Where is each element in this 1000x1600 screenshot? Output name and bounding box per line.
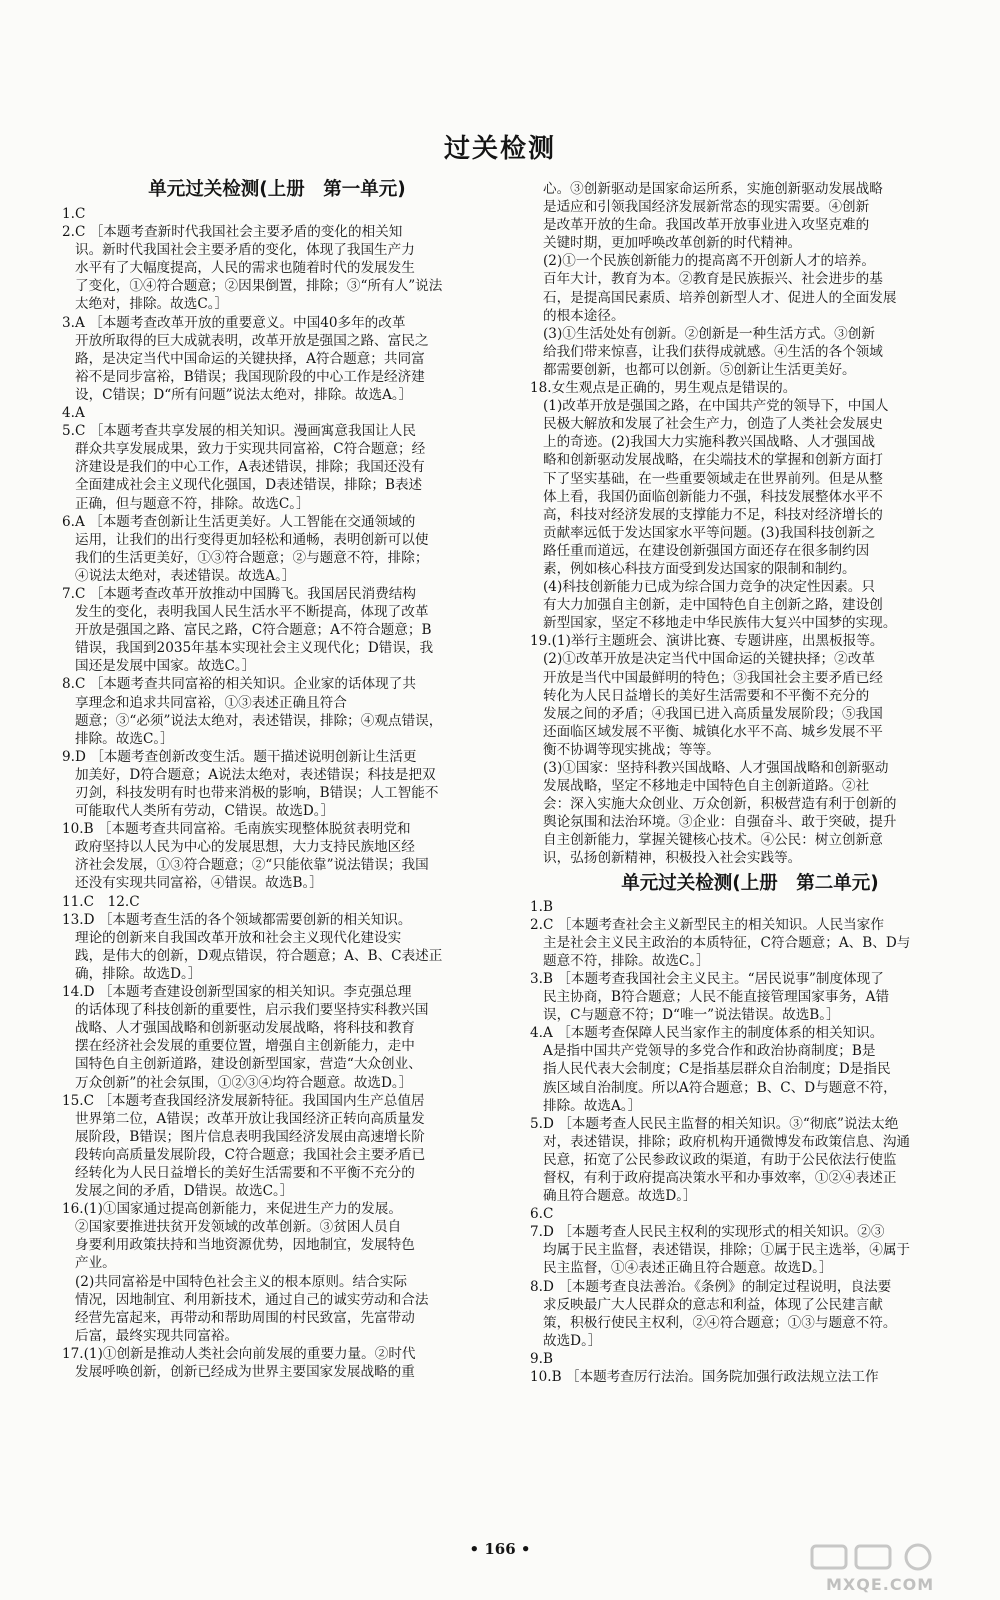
answer-text-line: 国还是发展中国家。故选C。］: [75, 658, 256, 675]
answer-item-line: 11.C 12.C: [62, 893, 140, 910]
answer-item-line: 8.D ［本题考查良法善治。《条例》的制定过程说明，良法要: [530, 1278, 892, 1295]
section-heading-unit-one: 单元过关检测(上册 第一单元): [148, 179, 406, 200]
answer-text-line: 的话体现了科技创新的重要性，启示我们要坚持实科教兴国: [75, 1002, 429, 1019]
answer-text-line: 民意，拓宽了公民参政议政的渠道，有助于公民依法行使监: [543, 1151, 897, 1168]
answer-text-line: 还没有实现共同富裕，④错误。故选B。］: [75, 875, 323, 892]
answer-text-line: 指人民代表大会制度；C是指基层群众自治制度；D是指民: [543, 1061, 891, 1078]
answer-list-unit-two: [530, 898, 970, 1387]
answer-text-line: 战略、人才强国战略和创新驱动发展战略，将科技和教育: [75, 1020, 415, 1037]
answer-text-line: 运用，让我们的出行变得更加轻松和通畅，表明创新可以使: [75, 531, 429, 548]
answer-item-line: 9.D ［本题考查创新改变生活。题干描述说明创新让生活更: [62, 748, 417, 765]
answer-text-line: 发展战略，坚定不移地走中国特色自主创新道路。②社: [543, 778, 870, 795]
answer-text-line: 太绝对，排除。故选C。］: [75, 296, 229, 313]
answer-text-line: 体上看，我国仍面临创新能力不强，科技发展整体水平不: [543, 488, 883, 505]
answer-text-line: 发展之间的矛盾；④我国已进入高质量发展阶段；⑤我国: [543, 705, 883, 722]
answer-item-line: 10.B ［本题考查共同富裕。毛南族实现整体脱贫表明党和: [62, 821, 411, 838]
answer-text-line: 高，科技对经济发展的支撑能力不足，科技对经济增长的: [543, 506, 883, 523]
answer-text-line: 情况，因地制宜、利用新技术，通过自己的诚实劳动和合法: [75, 1291, 429, 1308]
answer-text-line: 心。③创新驱动是国家命运所系，实施创新驱动发展战略: [543, 181, 883, 197]
answer-text-line: 百年大计，教育为本。②教育是民族振兴、社会进步的基: [543, 271, 883, 288]
answer-text-line: 都需要创新，也都可以创新。⑤创新让生活更美好。: [543, 361, 856, 378]
answer-text-line: 水平有了大幅度提高，人民的需求也随着时代的发展发生: [75, 260, 415, 277]
answer-text-line: 错误，我国到2035年基本实现社会主义现代化；D错误，我: [75, 640, 434, 657]
answer-text-line: 给我们带来惊喜，让我们获得成就感。④生活的各个领域: [543, 343, 883, 360]
answer-text-line: 新型国家，坚定不移地走中华民族伟大复兴中国梦的实现。: [543, 615, 897, 632]
answer-text-line: 舆论氛围和法治环境。③企业：自强奋斗、敢于突破，提升: [543, 814, 897, 831]
answer-text-line: 民极大解放和发展了社会生产力，创造了人类社会发展史: [543, 416, 883, 433]
answer-text-line: (4)科技创新能力已成为综合国力竞争的决定性因素。只: [543, 579, 875, 596]
answer-item-line: 2.C ［本题考查新时代我国社会主要矛盾的变化的相关知: [62, 224, 403, 241]
answer-logo-icon: [808, 1542, 958, 1572]
answer-text-line: 均属于民主监督，表述错误，排除；①属于民主选举，④属于: [543, 1242, 911, 1259]
answer-text-line: 了变化，①④符合题意；②因果倒置，排除；③“所有人”说法: [75, 278, 443, 295]
answer-text-line: 求反映最广大人民群众的意志和利益，体现了公民建言献: [543, 1296, 883, 1313]
answer-item-line: 7.C ［本题考查改革开放推动中国腾飞。我国居民消费结构: [62, 585, 416, 602]
answer-item-line: 18.女生观点是正确的，男生观点是错误的。: [530, 380, 797, 397]
answer-item-line: 7.D ［本题考查人民民主权利的实现形式的相关知识。②③: [530, 1224, 885, 1241]
answer-item-line: 4.A: [62, 405, 85, 422]
answer-text-line: (2)①改革开放是决定当代中国命运的关键抉择；②改革: [543, 651, 875, 668]
answer-text-line: 对，表述错误，排除；政府机构开通微博发布政策信息、沟通: [543, 1133, 911, 1150]
answer-text-line: 会：深入实施大众创业、万众创新，积极营造有利于创新的: [543, 796, 897, 813]
answer-text-line: 后富，最终实现共同富裕。: [75, 1327, 239, 1344]
answer-text-line: 开放是强国之路、富民之路，C符合题意；A不符合题意；B: [75, 622, 432, 639]
answer-item-line: 8.C ［本题考查共同富裕的相关知识。企业家的话体现了共: [62, 676, 416, 693]
answer-text-line: 裕不是同步富裕，B错误；我国现阶段的中心工作是经济建: [75, 368, 425, 385]
answer-text-line: 还面临区域发展不平衡、城镇化水平不高、城乡发展不平: [543, 723, 883, 740]
answer-text-line: 的根本途径。: [543, 307, 625, 324]
answer-text-line: (3)①国家：坚持科教兴国战略、人才强国战略和创新驱动: [543, 760, 889, 776]
answer-text-line: 理论的创新来自我国改革开放和社会主义现代化建设实: [75, 929, 402, 946]
answer-text-line: 衡不协调等现实挑战；等等。: [543, 741, 720, 758]
answer-text-line: 下了坚实基础，在一些重要领域走在世界前列。但是从整: [543, 470, 883, 487]
answer-item-line: 14.D ［本题考查建设创新型国家的相关知识。李克强总理: [62, 984, 412, 1001]
answer-text-line: 全面建成社会主义现代化强国，D表述错误，排除；B表述: [75, 477, 423, 494]
answer-item-line: 10.B ［本题考查厉行法治。国务院加强行政法规立法工作: [530, 1369, 879, 1385]
answer-text-line: 正确，但与题意不符，排除。故选C。］: [75, 495, 310, 512]
answer-text-line: 贡献率远低于发达国家水平等问题。(3)我国科技创新之: [543, 524, 875, 541]
answer-text-line: 经转化为人民日益增长的美好生活需要和不平衡不充分的: [75, 1164, 415, 1181]
answer-text-line: 误，C与题意不符；D“唯一”说法错误。故选B。］: [543, 1007, 840, 1024]
answer-text-line: 转化为人民日益增长的美好生活需要和不平衡不充分的: [543, 687, 870, 704]
answer-text-line: (2)共同富裕是中国特色社会主义的根本原则。结合实际: [75, 1273, 407, 1290]
answer-item-line: 3.A ［本题考查改革开放的重要意义。中国40多年的改革: [62, 314, 406, 331]
answer-item-line: 15.C ［本题考查我国经济发展新特征。我国国内生产总值居: [62, 1092, 425, 1109]
answer-item-line: 2.C ［本题考查社会主义新型民主的相关知识。人民当家作: [530, 916, 884, 933]
answer-text-line: 略和创新驱动发展战略，在尖端技术的掌握和创新方面打: [543, 452, 883, 469]
answer-item-line: 13.D ［本题考查生活的各个领域都需要创新的相关知识。: [62, 911, 412, 928]
answer-text-line: 可能取代人类所有劳动，C错误。故选D。］: [75, 803, 335, 820]
section-heading-unit-two: 单元过关检测(上册 第二单元): [621, 872, 879, 894]
answer-text-line: (2)①一个民族创新能力的提高离不开创新人才的培养。: [543, 253, 875, 270]
answer-item-line: 4.A ［本题考查保障人民当家作主的制度体系的相关知识。: [530, 1025, 884, 1042]
answer-text-line: 践，是伟大的创新，D观点错误，符合题意；A、B、C表述正: [75, 947, 443, 964]
answer-text-line: 济建设是我们的中心工作，A表述错误，排除；我国还没有: [75, 459, 425, 476]
answer-text-line: 设，C错误；D“所有问题”说法太绝对，排除。故选A。］: [75, 386, 413, 403]
answer-text-line: 题意；③“必须”说法太绝对，表述错误，排除；④观点错误，: [75, 712, 443, 729]
answer-item-line: 16.(1)①国家通过提高创新能力，来促进生产力的发展。: [62, 1201, 402, 1218]
answer-text-line: 主是社会主义民主政治的本质特征，C符合题意；A、B、D与: [543, 934, 911, 951]
answer-text-line: 政府坚持以人民为中心的发展思想，大力支持民族地区经: [75, 839, 415, 856]
answer-item-line: 9.B: [530, 1350, 553, 1367]
answer-text-line: 上的奇迹。(2)我国大力实施科教兴国战略、人才强国战: [543, 434, 875, 451]
answer-text-line: 题意不符，排除。故选C。］: [543, 952, 710, 969]
answer-item-line: 5.C ［本题考查共享发展的相关知识。漫画寓意我国让人民: [62, 423, 416, 440]
answer-text-line: 我们的生活更美好，①③符合题意；②与题意不符，排除；: [75, 549, 429, 566]
answer-text-line: 身要利用政策扶持和当地资源优势，因地制宜，发展特色: [75, 1237, 415, 1254]
answer-text-line: 是改革开放的生命。我国改革开放事业进入攻坚克难的: [543, 217, 870, 234]
answer-text-line: 排除。故选A。］: [543, 1097, 642, 1114]
answer-text-line: 万众创新”的社会氛围，①②③④均符合题意。故选D。］: [75, 1074, 413, 1091]
answer-text-line: 民主监督，①④表述正确且符合题意。故选D。］: [543, 1260, 833, 1277]
answer-item-line: 5.D ［本题考查人民民主监督的相关知识。③“彻底”说法太绝: [530, 1115, 899, 1132]
answer-text-line: 民主协商，B符合题意；人民不能直接管理国家事务，A错: [543, 989, 890, 1006]
watermark-text: MXQE.COM: [826, 1575, 935, 1594]
answer-text-line: 加美好，D符合题意；A说法太绝对，表述错误；科技是把双: [75, 766, 436, 783]
answer-text-line: 策，积极行使民主权利，②④符合题意；①③与题意不符。: [543, 1314, 897, 1331]
answer-item-line: 3.B ［本题考查我国社会主义民主。“居民说事”制度体现了: [530, 970, 884, 987]
answer-text-line: 刃剑，科技发明有时也带来消极的影响，B错误；人工智能不: [75, 785, 439, 801]
answer-item-line: 19.(1)举行主题班会、演讲比赛、专题讲座，出黑板报等。: [530, 633, 884, 650]
answer-text-line: 排除。故选C。］: [75, 730, 174, 747]
answer-text-line: 享理念和追求共同富裕，①③表述正确且符合: [75, 694, 347, 711]
answer-text-line: 国特色自主创新道路，建设创新型国家，营造“大众创业、: [75, 1056, 422, 1073]
answer-text-line: 开放所取得的巨大成就表明，改革开放是强国之路、富民之: [75, 332, 429, 349]
answer-text-line: 展阶段，B错误；图片信息表明我国经济发展由高速增长阶: [75, 1128, 425, 1145]
answer-text-line: 发展之间的矛盾，D错误。故选C。］: [75, 1183, 294, 1200]
answer-text-line: 段转向高质量发展阶段，C符合题意；我国社会主要矛盾已: [75, 1146, 426, 1163]
left-column: [62, 178, 492, 1381]
answer-text-line: 确，排除。故选D。］: [75, 965, 202, 982]
answer-list-continued: [530, 180, 970, 868]
answer-text-line: 群众共享发展成果，致力于实现共同富裕，C符合题意；经: [75, 441, 426, 458]
answer-text-line: (1)改革开放是强国之路，在中国共产党的领导下，中国人: [543, 398, 889, 415]
answer-text-line: 是适应和引领我国经济发展新常态的现实需要。④创新: [543, 199, 870, 216]
page-number: • 166 •: [469, 1540, 531, 1558]
answer-text-line: A是指中国共产党领导的多党合作和政治协商制度；B是: [543, 1043, 876, 1060]
answer-text-line: 路，是决定当代中国命运的关键抉择，A符合题意；共同富: [75, 350, 425, 367]
answer-text-line: 世界第二位，A错误；改革开放让我国经济正转向高质量发: [75, 1110, 425, 1127]
page-title: 过关检测: [443, 134, 556, 164]
answer-text-line: 关键时期，更加呼唤改革创新的时代精神。: [543, 235, 802, 252]
answer-list-unit-one: [62, 205, 492, 1381]
answer-text-line: 开放是当代中国最鲜明的特色；③我国社会主要矛盾已经: [543, 669, 883, 686]
answer-text-line: 确且符合题意。故选D。］: [543, 1188, 697, 1205]
answer-text-line: 济社会发展，①③符合题意；②“只能依靠”说法错误；我国: [75, 857, 429, 874]
answer-item-line: 1.C: [62, 206, 86, 222]
answer-text-line: 摆在经济社会发展的重要位置，增强自主创新能力，走中: [75, 1038, 415, 1055]
answer-text-line: ④说法太绝对，表述错误。故选A。］: [75, 567, 296, 584]
answer-text-line: 识。新时代我国社会主要矛盾的变化，体现了我国生产力: [75, 242, 415, 259]
answer-text-line: 产业。: [75, 1255, 116, 1272]
answer-text-line: 督权，有利于政府提高决策水平和办事效率，①②④表述正: [543, 1169, 897, 1186]
answer-text-line: 有大力加强自主创新，走中国特色自主创新之路，建设创: [543, 597, 883, 614]
answer-text-line: 发展呼唤创新，创新已经成为世界主要国家发展战略的重: [75, 1364, 415, 1380]
right-column: [530, 180, 970, 1386]
answer-text-line: 识，弘扬创新精神，积极投入社会实践等。: [543, 850, 802, 867]
answer-text-line: 路任重而道远，在建设创新强国方面还存在很多制约因: [543, 542, 870, 559]
answer-text-line: ②国家要推进扶贫开发领域的改革创新。③贫困人员自: [75, 1219, 402, 1236]
answer-text-line: 素，例如核心科技方面受到发达国家的限制和制约。: [543, 560, 856, 577]
answer-text-line: 族区域自治制度。所以A符合题意；B、C、D与题意不符，: [543, 1079, 897, 1096]
answer-item-line: 6.A ［本题考查创新让生活更美好。人工智能在交通领域的: [62, 513, 416, 530]
answer-item-line: 6.C: [530, 1206, 554, 1223]
answer-item-line: 1.B: [530, 898, 553, 915]
watermark-logo: [808, 1542, 988, 1594]
answer-text-line: 自主创新能力，掌握关键核心技术。④公民：树立创新意: [543, 832, 883, 849]
answer-text-line: (3)①生活处处有创新。②创新是一种生活方式。③创新: [543, 325, 875, 342]
answer-text-line: 石，是提高国民素质、培养创新型人才、促进人的全面发展: [543, 289, 897, 306]
answer-text-line: 故选D。］: [543, 1332, 602, 1349]
answer-item-line: 17.(1)①创新是推动人类社会向前发展的重要力量。②时代: [62, 1345, 416, 1362]
answer-text-line: 经营先富起来，再带动和帮助周围的村民致富，先富带动: [75, 1309, 415, 1326]
answer-text-line: 发生的变化，表明我国人民生活水平不断提高，体现了改革: [75, 604, 429, 621]
